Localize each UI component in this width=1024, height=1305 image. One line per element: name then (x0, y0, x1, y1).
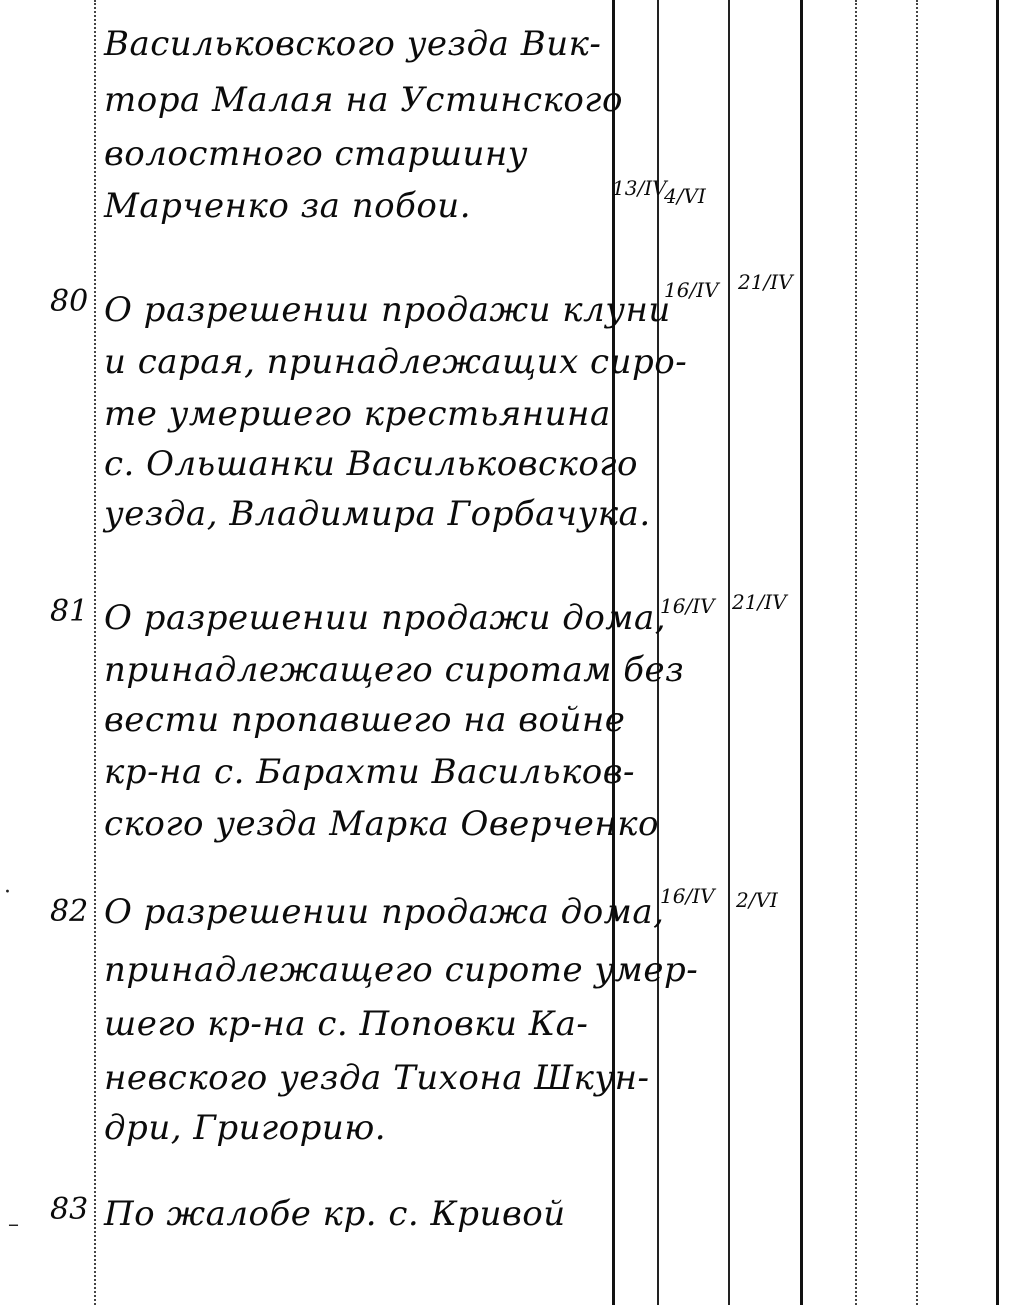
entry-line: те умершего крестьянина (104, 394, 611, 434)
entry-line: кр-на с. Барахти Васильков- (104, 752, 636, 792)
entry-line: О разрешении продажи клуни (104, 290, 671, 330)
date-resolved: 2/VI (736, 888, 778, 912)
entry-line: принадлежащего сироте умер- (104, 950, 699, 990)
entry-line: Марченко за побои. (104, 186, 472, 226)
entry-line: дри, Григорию. (104, 1108, 387, 1148)
entry-line: волостного старшину (104, 134, 529, 174)
entry-line: По жалобе кр. с. Кривой (104, 1194, 566, 1234)
date-received: 16/IV (664, 278, 719, 302)
entry-number: 83 (50, 1192, 89, 1227)
entry-line: и сарая, принадлежащих сиро- (104, 342, 688, 382)
column-rule-4 (996, 0, 999, 1305)
date-received: 13/IV (612, 176, 667, 200)
date-received: 16/IV (660, 884, 715, 908)
entry-number: 81 (50, 594, 89, 629)
entry-line: Васильковского уезда Вик- (104, 24, 602, 64)
column-rule-3 (916, 0, 918, 1305)
entry-line: О разрешении продажи дома, (104, 598, 667, 638)
entry-line: уезда, Владимира Горбачука. (104, 494, 651, 534)
entry-line: принадлежащего сиротам без (104, 650, 685, 690)
date-resolved: 4/VI (664, 184, 706, 208)
entry-line: невского уезда Тихона Шкун- (104, 1058, 650, 1098)
entry-number: 80 (50, 284, 89, 319)
entry-number: 82 (50, 894, 89, 929)
entry-line: с. Ольшанки Васильковского (104, 444, 638, 484)
entry-line: О разрешении продажа дома, (104, 892, 665, 932)
date-out-column-rule (728, 0, 730, 1305)
entry-line: ского уезда Марка Оверченко (104, 804, 660, 844)
date-resolved: 21/IV (732, 590, 787, 614)
entry-line: вести пропавшего на войне (104, 700, 626, 740)
entry-line: шего кр-на с. Поповки Ка- (104, 1004, 589, 1044)
ink-mark: · (4, 880, 11, 905)
left-margin-rule (94, 0, 96, 1305)
ink-mark: – (8, 1212, 19, 1237)
entry-line: тора Малая на Устинского (104, 80, 623, 120)
date-resolved: 21/IV (738, 270, 793, 294)
date-received: 16/IV (660, 594, 715, 618)
column-rule-1 (800, 0, 803, 1305)
column-rule-2 (855, 0, 857, 1305)
